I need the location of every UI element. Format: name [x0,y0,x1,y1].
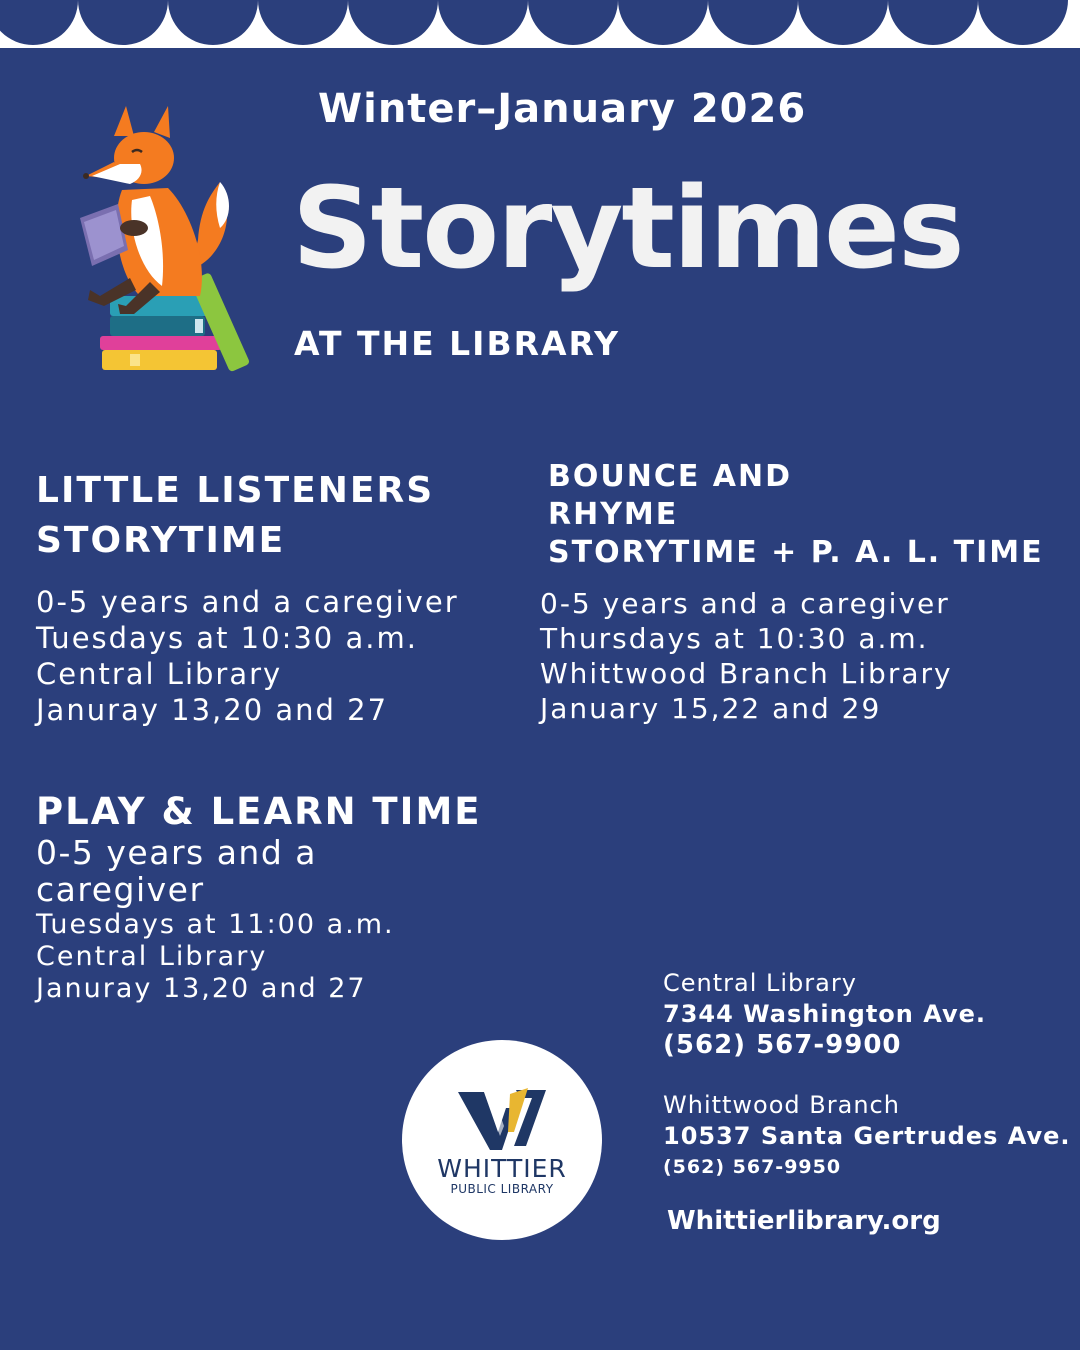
library-logo-sub: PUBLIC LIBRARY [450,1182,554,1196]
program-little-listeners [36,466,459,728]
location-address: 10537 Santa Gertrudes Ave. [663,1122,1071,1150]
program-bounce-details [540,586,953,726]
location-address: 7344 Washington Ave. [663,1000,986,1028]
location-whittwood [663,1090,1071,1183]
location-name: Whittwood Branch [663,1091,900,1119]
program-dates: Januray 13,20 and 27 [36,973,367,1004]
program-title-line: STORYTIME [36,520,286,561]
program-title-line: RHYME [548,497,679,532]
program-age: caregiver [36,870,205,909]
program-title-line: STORYTIME + P. A. L. TIME [548,535,1044,570]
program-location: Central Library [36,657,283,691]
season-heading: Winter–January 2026 [318,86,807,132]
fox-reading-illustration [70,100,280,380]
program-age: 0-5 years and a caregiver [540,587,950,620]
program-time: Tuesdays at 11:00 a.m. [36,909,395,940]
program-title-line: PLAY & LEARN TIME [36,790,482,833]
program-location: Central Library [36,941,268,972]
program-location: Whittwood Branch Library [540,657,953,690]
library-logo [402,1040,602,1240]
program-bounce-and-rhyme [548,458,1044,572]
program-title-line: BOUNCE AND [548,459,793,494]
program-title-line: LITTLE LISTENERS [36,470,435,511]
library-logo-mark [454,1086,550,1152]
program-dates: Januray 13,20 and 27 [36,693,389,727]
location-phone: (562) 567-9950 [663,1156,842,1178]
page-title: Storytimes [292,164,963,294]
program-time: Thursdays at 10:30 a.m. [540,622,929,655]
program-dates: January 15,22 and 29 [540,692,882,725]
website-link[interactable]: Whittierlibrary.org [667,1206,941,1236]
location-name: Central Library [663,969,857,997]
program-age: 0-5 years and a [36,833,317,872]
program-play-and-learn [36,790,482,1005]
scallop-border [0,0,1080,50]
location-phone: (562) 567-9900 [663,1030,902,1060]
program-time: Tuesdays at 10:30 a.m. [36,621,418,655]
library-logo-name: WHITTIER [437,1154,567,1183]
page-subtitle: AT THE LIBRARY [294,324,621,363]
program-age: 0-5 years and a caregiver [36,585,459,619]
location-central [663,968,986,1061]
